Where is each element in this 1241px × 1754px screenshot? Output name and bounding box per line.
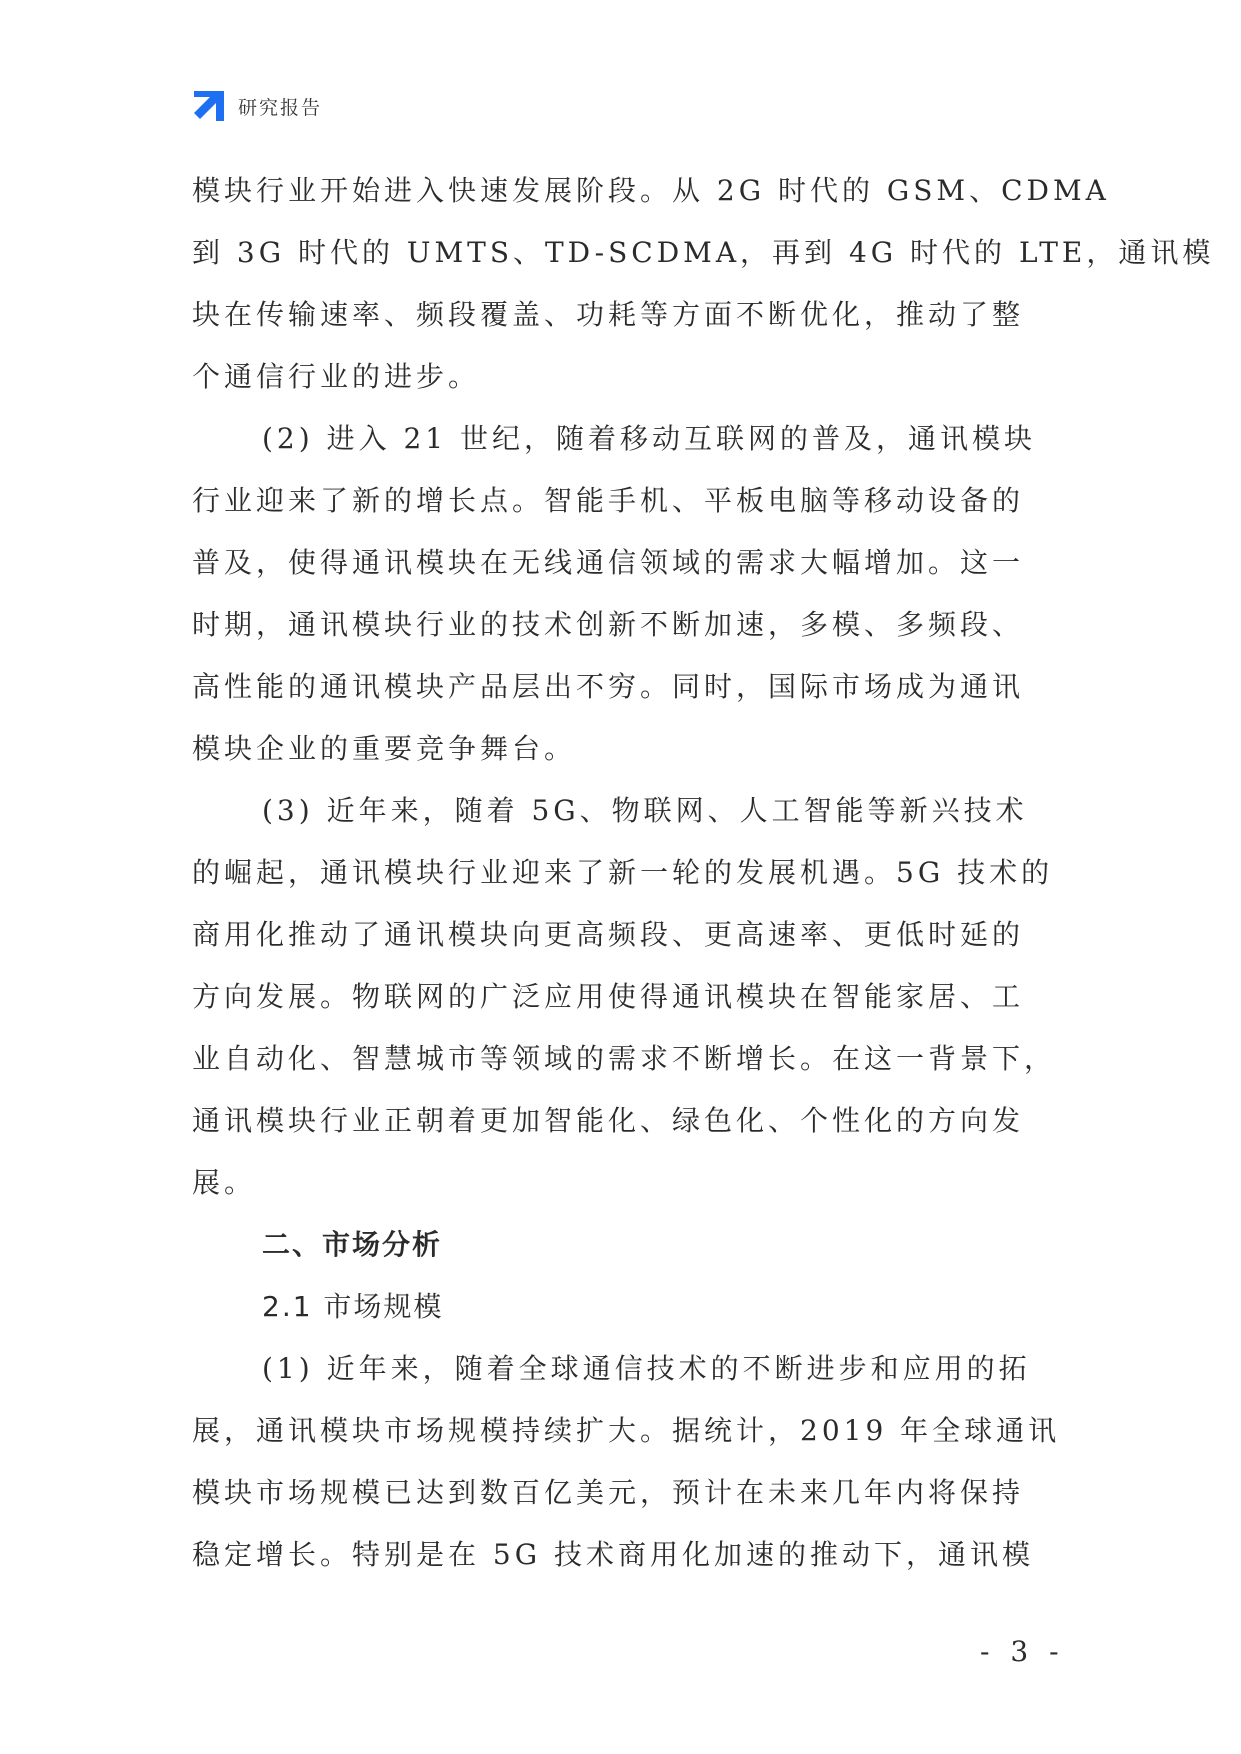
header-title: 研究报告 (238, 96, 323, 119)
subsection-heading: 2.1 市场规模 (262, 1290, 444, 1323)
text-line: 的崛起，通讯模块行业迎来了新一轮的发展机遇。5G 技术的 (192, 856, 1054, 889)
document-body (192, 160, 1215, 1586)
page-header (192, 88, 322, 124)
text-line: 普及，使得通讯模块在无线通信领域的需求大幅增加。这一 (192, 546, 1025, 579)
text-line: 模块行业开始进入快速发展阶段。从 2G 时代的 GSM、CDMA (192, 174, 1110, 207)
page-number: - 3 - (980, 1635, 1065, 1668)
text-line: (3) 近年来，随着 5G、物联网、人工智能等新兴技术 (262, 794, 1028, 827)
text-line: 块在传输速率、频段覆盖、功耗等方面不断优化，推动了整 (192, 298, 1025, 331)
text-line: 商用化推动了通讯模块向更高频段、更高速率、更低时延的 (192, 918, 1025, 951)
arrow-logo-icon (192, 89, 226, 123)
text-line: 时期，通讯模块行业的技术创新不断加速，多模、多频段、 (192, 608, 1025, 641)
text-line: 稳定增长。特别是在 5G 技术商用化加速的推动下，通讯模 (192, 1538, 1034, 1571)
text-line: (2) 进入 21 世纪，随着移动互联网的普及，通讯模块 (262, 422, 1036, 455)
text-line: 通讯模块行业正朝着更加智能化、绿色化、个性化的方向发 (192, 1104, 1025, 1137)
text-line: 行业迎来了新的增长点。智能手机、平板电脑等移动设备的 (192, 484, 1025, 517)
text-line: 展，通讯模块市场规模持续扩大。据统计，2019 年全球通讯 (192, 1414, 1061, 1447)
text-line: 业自动化、智慧城市等领域的需求不断增长。在这一背景下， (192, 1042, 1057, 1075)
section-heading: 二、市场分析 (262, 1228, 443, 1261)
text-line: 到 3G 时代的 UMTS、TD-SCDMA，再到 4G 时代的 LTE，通讯模 (192, 236, 1215, 269)
text-line: 高性能的通讯模块产品层出不穷。同时，国际市场成为通讯 (192, 670, 1025, 703)
text-line: 个通信行业的进步。 (192, 360, 481, 393)
text-line: 模块企业的重要竞争舞台。 (192, 732, 577, 765)
text-line: 方向发展。物联网的广泛应用使得通讯模块在智能家居、工 (192, 980, 1025, 1013)
text-line: (1) 近年来，随着全球通信技术的不断进步和应用的拓 (262, 1352, 1031, 1385)
text-line: 展。 (192, 1166, 257, 1199)
text-line: 模块市场规模已达到数百亿美元，预计在未来几年内将保持 (192, 1476, 1025, 1509)
